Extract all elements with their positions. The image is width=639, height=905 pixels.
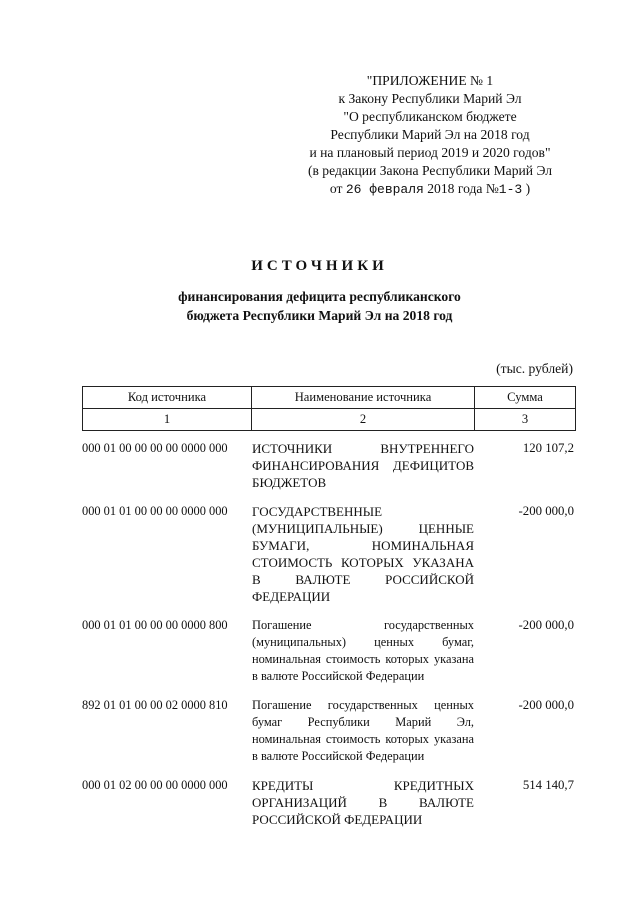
date-suffix: )	[525, 181, 531, 196]
column-header-code: Код источника	[83, 387, 252, 409]
column-number: 1	[83, 409, 252, 431]
source-amount: -200 000,0	[518, 618, 574, 632]
header-line: к Закону Республики Марий Эл	[338, 91, 522, 106]
header-line: "ПРИЛОЖЕНИЕ № 1	[366, 73, 494, 88]
document-title: ИСТОЧНИКИ	[251, 258, 388, 274]
table-body	[82, 440, 574, 840]
subtitle-line: бюджета Республики Марий Эл на 2018 год	[186, 308, 453, 323]
table-header	[82, 386, 576, 431]
source-code: 000 01 02 00 00 00 0000 000	[82, 778, 228, 792]
source-name: Погашение государственных (муниципальных) ценных бумаг, номинальная стоимость которых указана в валюте Российской Федерации	[252, 618, 474, 683]
column-number: 2	[252, 409, 475, 431]
column-number: 3	[475, 409, 576, 431]
table-row	[82, 503, 574, 605]
document-subtitle	[0, 287, 639, 325]
table-row	[82, 440, 574, 491]
source-amount: -200 000,0	[518, 698, 574, 712]
date-prefix: от	[329, 181, 343, 196]
source-name: Погашение государственных ценных бумаг Республики Марий Эл, номинальная стоимость которых указана в валюте Российской Федерации	[252, 698, 474, 763]
header-line: (в редакции Закона Республики Марий Эл	[307, 163, 553, 178]
appendix-header	[285, 72, 575, 199]
source-name: ИСТОЧНИКИ ВНУТРЕННЕГО ФИНАНСИРОВАНИЯ ДЕФИЦИТОВ БЮДЖЕТОВ	[252, 441, 474, 490]
header-line: Республики Марий Эл на 2018 год	[330, 127, 530, 142]
units-label: (тыс. рублей)	[496, 361, 573, 376]
table-row	[82, 777, 574, 828]
source-code: 000 01 01 00 00 00 0000 000	[82, 504, 228, 518]
source-amount: 120 107,2	[522, 441, 574, 455]
source-code: 000 01 01 00 00 00 0000 800	[82, 618, 228, 632]
amendment-number: 1-3	[498, 182, 523, 197]
subtitle-line: финансирования дефицита республиканского	[178, 289, 461, 304]
source-code: 892 01 01 00 00 02 0000 810	[82, 698, 228, 712]
amendment-day: 26 февраля	[345, 182, 424, 197]
column-header-amount: Сумма	[475, 387, 576, 409]
source-code: 000 01 00 00 00 00 0000 000	[82, 441, 228, 455]
source-amount: -200 000,0	[518, 504, 574, 518]
amendment-date-line	[285, 180, 575, 199]
table-row	[82, 617, 574, 685]
source-amount: 514 140,7	[522, 778, 574, 792]
source-name: КРЕДИТЫ КРЕДИТНЫХ ОРГАНИЗАЦИЙ В ВАЛЮТЕ РОССИЙСКОЙ ФЕДЕРАЦИИ	[252, 778, 474, 827]
header-line: "О республиканском бюджете	[343, 109, 517, 124]
header-line: и на плановый период 2019 и 2020 годов"	[309, 145, 551, 160]
amendment-year: 2018 года №	[427, 181, 499, 196]
table-row	[82, 697, 574, 765]
source-name: ГОСУДАРСТВЕННЫЕ (МУНИЦИПАЛЬНЫЕ) ЦЕННЫЕ БУМАГИ, НОМИНАЛЬНАЯ СТОИМОСТЬ КОТОРЫХ УКАЗАНА В ВАЛЮТЕ РОССИЙСКОЙ ФЕДЕРАЦИИ	[252, 504, 474, 604]
column-header-name: Наименование источника	[252, 387, 475, 409]
